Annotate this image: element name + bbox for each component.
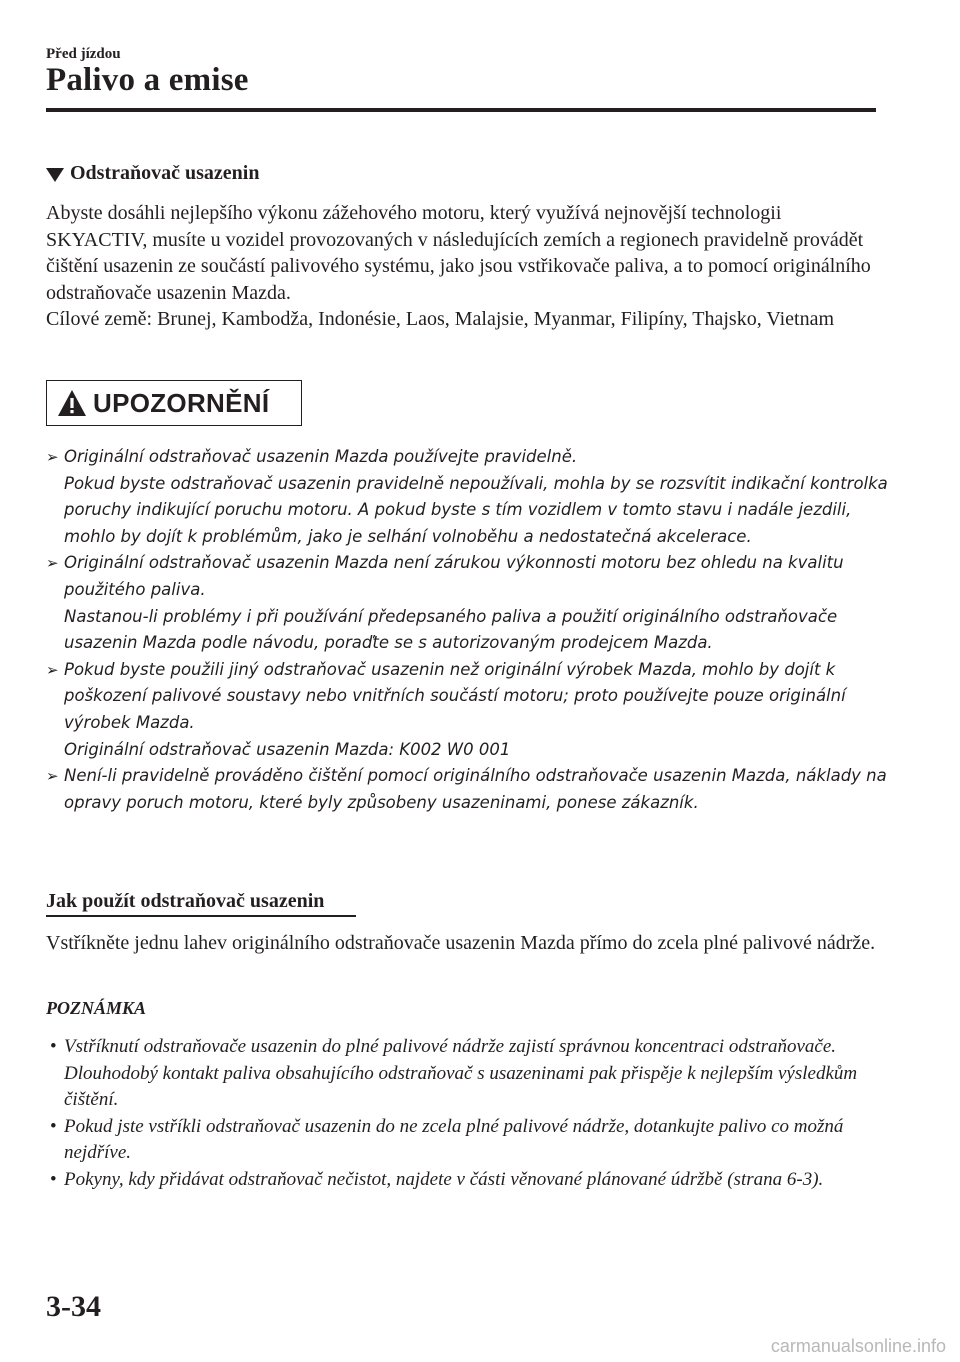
section-label: Před jízdou bbox=[46, 46, 121, 62]
bullet-dot-icon: • bbox=[50, 1036, 57, 1057]
caution-lead: Originální odstraňovač usazenin Mazda používejte pravidelně. bbox=[64, 447, 578, 466]
note-item bbox=[46, 1034, 886, 1114]
caution-lead: Originální odstraňovač usazenin Mazda není zárukou výkonnosti motoru bez ohledu na kvalitu použitého paliva. bbox=[64, 553, 844, 599]
usage-paragraph: Vstříkněte jednu lahev originálního odstraňovače usazenin Mazda přímo do zcela plné palivové nádrže. bbox=[46, 932, 876, 954]
caution-detail: Nastanou-li problémy i při používání předepsaného paliva a použití originálního odstraňovače usazenin Mazda podle návodu, poraďte se s autorizovaným prodejcem Mazda. bbox=[64, 606, 838, 653]
arrow-bullet-icon: ➢ bbox=[46, 554, 59, 573]
caution-banner bbox=[46, 380, 302, 426]
caution-detail: Originální odstraňovač usazenin Mazda: K002 W0 001 bbox=[64, 739, 511, 759]
usage-heading-underline bbox=[46, 915, 356, 917]
warning-triangle-icon bbox=[57, 389, 87, 417]
target-countries: Cílové země: Brunej, Kambodža, Indonésie, Laos, Malajsie, Myanmar, Filipíny, Thajsko, Vietnam bbox=[46, 308, 835, 330]
bullet-dot-icon: • bbox=[50, 1168, 57, 1190]
arrow-bullet-icon: ➢ bbox=[46, 660, 59, 679]
bullet-dot-icon: • bbox=[50, 1115, 57, 1137]
note-text: Vstříknutí odstraňovače usazenin do plné palivové nádrže zajistí správnou koncentraci odstraňovače. Dlouhodobý kontakt paliva obsahujícího odstraňovač s usazeninami pak přispěje k nejlepším výsledkům čištění. bbox=[64, 1036, 858, 1110]
triangle-down-icon bbox=[46, 168, 64, 182]
caution-item bbox=[46, 657, 906, 763]
arrow-bullet-icon: ➢ bbox=[46, 767, 59, 786]
caution-lead: Není-li pravidelně prováděno čištění pomocí originálního odstraňovače usazenin Mazda, náklady na opravy poruch motoru, které byly způsobeny usazeninami, ponese zákazník. bbox=[64, 766, 887, 812]
caution-item bbox=[46, 550, 906, 656]
caution-label: UPOZORNĚNÍ bbox=[93, 387, 270, 418]
note-list bbox=[46, 1034, 886, 1193]
caution-item bbox=[46, 444, 906, 550]
caution-lead: Pokud byste použili jiný odstraňovač usazenin než originální výrobek Mazda, mohlo by dojít k poškození palivové soustavy nebo vnitřních součástí motoru; proto používejte pouze originální výrobek Mazda. bbox=[64, 659, 846, 732]
subsection-title: Odstraňovač usazenin bbox=[70, 162, 260, 184]
note-text: Pokud jste vstříkli odstraňovač usazenin do ne zcela plné palivové nádrže, dotankujte palivo co možná nejdříve. bbox=[64, 1115, 844, 1163]
intro-text bbox=[46, 200, 886, 333]
note-label: POZNÁMKA bbox=[46, 998, 147, 1018]
usage-text bbox=[46, 930, 886, 957]
subsection-heading bbox=[46, 162, 259, 185]
arrow-bullet-icon: ➢ bbox=[46, 448, 59, 466]
note-item bbox=[46, 1114, 886, 1167]
caution-detail: Pokud byste odstraňovač usazenin pravidelně nepoužívali, mohla by se rozsvítit indikační kontrolka poruchy indikující poruchu motoru. A pokud byste s tím vozidlem v tomto stavu i nadále jezdili, mohlo by dojít k problémům, jako je selhání volnoběhu a nedostatečná akcelerace. bbox=[64, 473, 888, 546]
caution-item bbox=[46, 763, 906, 816]
note-text: Pokyny, kdy přidávat odstraňovač nečistot, najdete v části věnované plánované údržbě (strana 6-3). bbox=[64, 1168, 824, 1190]
page-number: 3-34 bbox=[46, 1290, 101, 1323]
caution-list bbox=[46, 444, 906, 816]
note-item bbox=[46, 1167, 886, 1194]
chapter-title: Palivo a emise bbox=[46, 62, 249, 98]
watermark: carmanualsonline.info bbox=[770, 1336, 946, 1356]
title-divider bbox=[46, 108, 876, 112]
usage-heading: Jak použít odstraňovač usazenin bbox=[46, 890, 325, 912]
intro-paragraph: Abyste dosáhli nejlepšího výkonu zážehového motoru, který využívá nejnovější technologii SKYACTIV, musíte u vozidel provozovaných v následujících zemích a regionech pravidelně provádět čištění usazenin ze součástí palivového systému, jako jsou vstřikovače paliva, a to pomocí originálního odstraňovače usazenin Mazda. bbox=[46, 202, 871, 304]
